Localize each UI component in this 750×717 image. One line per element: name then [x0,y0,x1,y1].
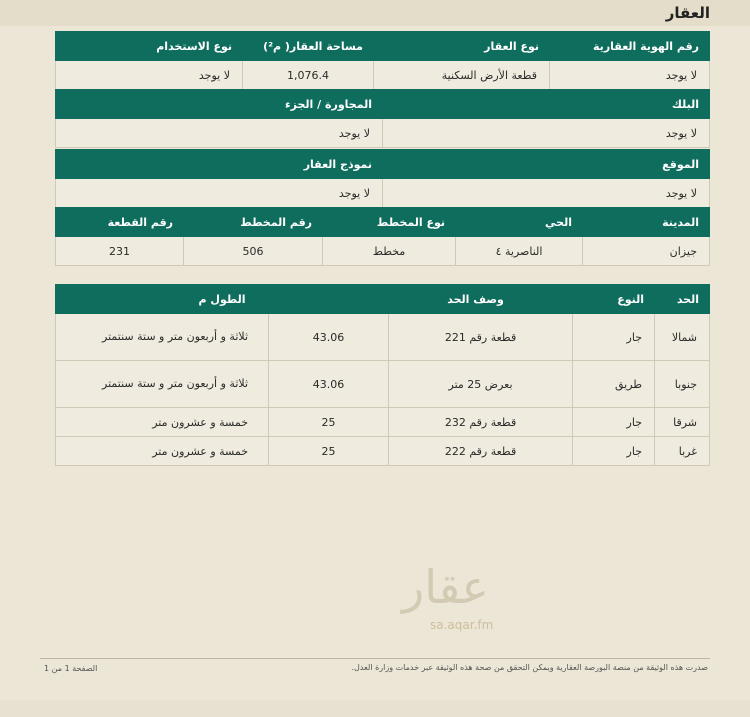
header-property-model: نموذج العقار [56,150,383,179]
header-neighborhood-part: المجاورة / الجزء [56,90,383,119]
table-row [56,361,710,408]
header-property-id: رقم الهوية العقارية [550,32,710,61]
value-block: لا يوجد [383,119,710,148]
value-property-id: لا يوجد [550,61,710,90]
header-district: الحي [456,208,583,237]
footer-note: صدرت هذه الوثيقة من منصة البورصة العقارية ويمكن التحقق من صحة هذه الوثيقة عبر خدمات وزارة العدل. [351,663,708,672]
table-row [56,437,710,466]
value-property-model: لا يوجد [56,179,383,208]
cell-desc: قطعة رقم 221 [389,314,573,361]
value-neighborhood-part: لا يوجد [56,119,383,148]
header-block: البلك [383,90,710,119]
value-plan-type: مخطط [323,237,456,266]
value-location: لا يوجد [383,179,710,208]
cell-length-text: خمسة و عشرون متر [56,437,269,466]
header-property-area: مساحة العقار( م²) [243,32,374,61]
header-plan-type: نوع المخطط [323,208,456,237]
cell-length-text: ثلاثة و أربعون متر و ستة سنتمتر [56,361,269,408]
aqar-watermark-url: sa.aqar.fm [430,618,494,632]
footer-divider [40,658,710,659]
cell-side: شرقا [655,408,710,437]
property-info-table-1 [55,31,710,90]
header-boundary-desc: وصف الحد [389,285,573,314]
cell-length-text: ثلاثة و أربعون متر و ستة سنتمتر [56,314,269,361]
header-length: الطول م [56,285,389,314]
header-boundary-type: النوع [573,285,655,314]
value-district: الناصرية ٤ [456,237,583,266]
table-row [56,408,710,437]
value-plot-number: 231 [56,237,184,266]
page-number: الصفحة 1 من 1 [44,664,98,673]
cell-side: جنوبا [655,361,710,408]
cell-type: طريق [573,361,655,408]
value-property-area: 1,076.4 [243,61,374,90]
cell-length-text: خمسة و عشرون متر [56,408,269,437]
property-info-table-2 [55,89,710,148]
property-info-table-4 [55,207,710,266]
bottom-band [0,700,750,717]
cell-length: 43.06 [269,314,389,361]
value-usage-type: لا يوجد [56,61,243,90]
header-property-type: نوع العقار [374,32,550,61]
boundaries-table [55,284,710,466]
value-plan-number: 506 [184,237,323,266]
top-band [0,0,750,26]
section-title: العقار [665,4,710,22]
value-city: جيزان [583,237,710,266]
header-plan-number: رقم المخطط [184,208,323,237]
cell-length: 25 [269,408,389,437]
aqar-watermark-logo: عقار [402,560,489,614]
cell-length: 25 [269,437,389,466]
header-location: الموقع [383,150,710,179]
cell-side: شمالا [655,314,710,361]
cell-desc: بعرض 25 متر [389,361,573,408]
cell-length: 43.06 [269,361,389,408]
header-usage-type: نوع الاستخدام [56,32,243,61]
cell-type: جار [573,314,655,361]
cell-side: غربا [655,437,710,466]
cell-desc: قطعة رقم 232 [389,408,573,437]
header-plot-number: رقم القطعة [56,208,184,237]
property-info-table-3 [55,149,710,208]
header-city: المدينة [583,208,710,237]
value-property-type: قطعة الأرض السكنية [374,61,550,90]
cell-type: جار [573,408,655,437]
cell-desc: قطعة رقم 222 [389,437,573,466]
table-row [56,314,710,361]
cell-type: جار [573,437,655,466]
header-boundary: الحد [655,285,710,314]
